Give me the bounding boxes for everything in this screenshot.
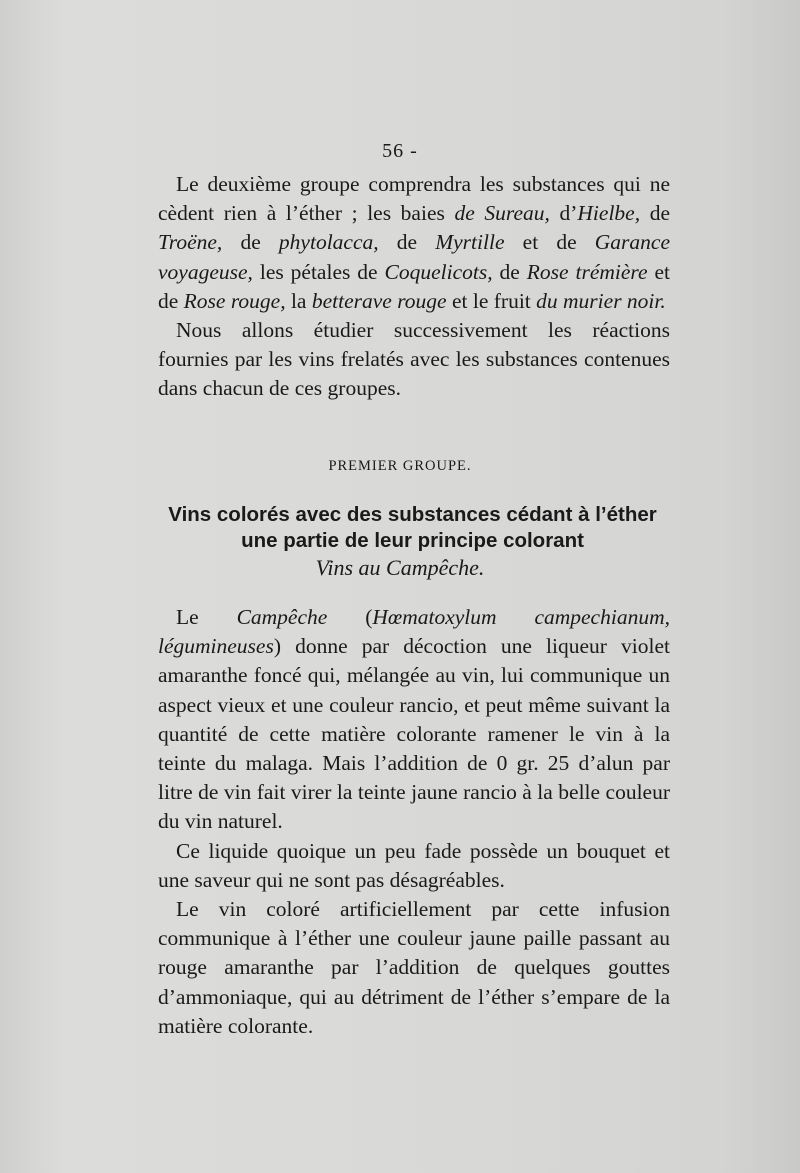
paragraph-study-reactions: Nous allons étudier successivement les réactions fournies par les vins frelatés avec les substances contenues dans chacun de ces groupes. <box>158 318 670 401</box>
page-number: 56 - <box>382 140 418 162</box>
body-text-block <box>158 603 670 1041</box>
paragraph-campeche: Le Campêche (Hœmatoxylum campechianum, légumineuses) donne par décoction une liqueur violet amaranthe foncé qui, mélangée au vin, lui communique un aspect vieux et une couleur rancio, et peut même suivant la quantité de cette matière colorante ramener le vin à la teinte du malaga. Mais l’addition de 0 gr. 25 d’alun par litre de vin fait virer la teinte jaune rancio à la belle couleur du vin naturel. <box>158 605 670 834</box>
paragraph-liquid-bouquet: Ce liquide quoique un peu fade possède un bouquet et une saveur qui ne sont pas désagréables. <box>158 838 670 892</box>
section-subtitle: Vins au Campêche. <box>315 555 485 580</box>
paragraph-second-group: Le deuxième groupe comprendra les substances qui ne cèdent rien à l’éther ; les baies de Sureau, d’Hielbe, de Troëne, de phytolacca, de Myrtille et de Garance voyageuse, les pétales de Coquelicots, de Rose trémière et de Rose rouge, la betterave rouge et le fruit du murier noir. <box>158 172 671 313</box>
intro-text-block <box>158 170 670 404</box>
section-title-line-2: une partie de leur principe colorant <box>241 529 584 552</box>
section-title-line-1: Vins colorés avec des substances cédant à l’éther <box>168 503 657 526</box>
paragraph-ether-reaction: Le vin coloré artificiellement par cette infusion communique à l’éther une couleur jaune paille passant au rouge amaranthe par l’addition de quelques gouttes d’ammoniaque, qui au détriment de l’éther s’empare de la matière colorante. <box>158 897 670 1038</box>
section-heading: PREMIER GROUPE. <box>328 458 472 474</box>
